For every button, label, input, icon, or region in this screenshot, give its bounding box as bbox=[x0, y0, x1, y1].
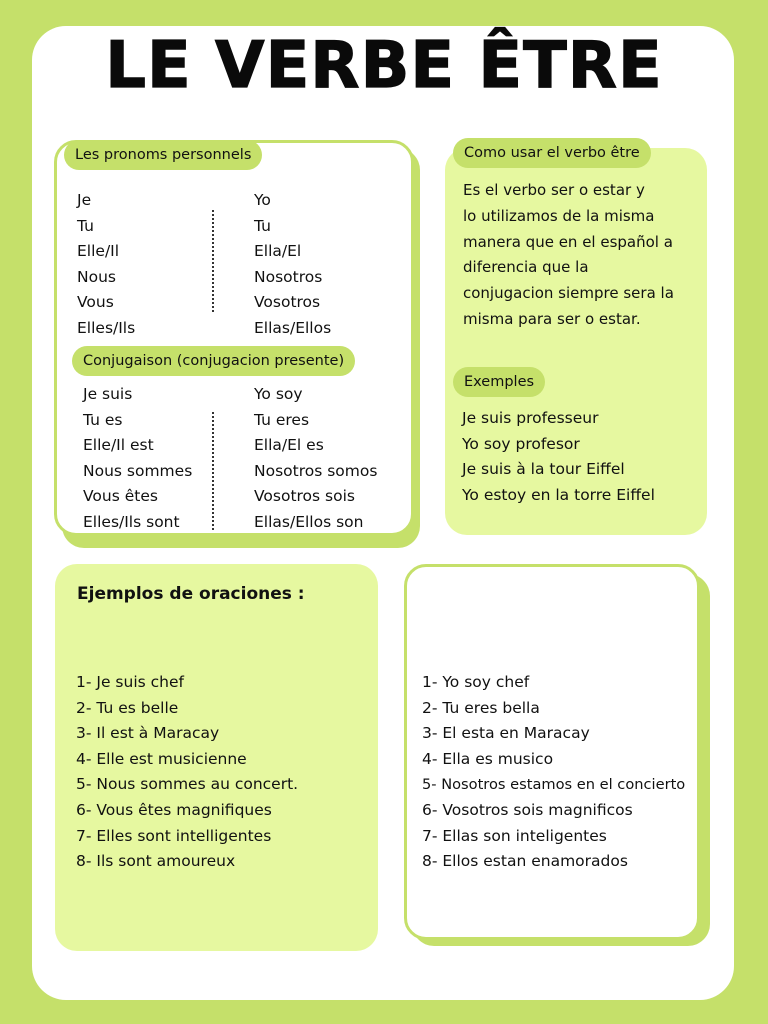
conjugation-french: Elles/Ils sont bbox=[83, 512, 180, 531]
sentence-spanish: 3- El esta en Maracay bbox=[422, 724, 590, 743]
conjugation-french: Je suis bbox=[83, 385, 133, 403]
sentence-french: 8- Ils sont amoureux bbox=[76, 852, 236, 871]
sentence-french: 2- Tu es belle bbox=[76, 698, 179, 717]
pronoun-french: Elles/Ils bbox=[77, 318, 136, 337]
usage-line: Es el verbo ser o estar y bbox=[463, 181, 645, 199]
sentence-spanish: 8- Ellos estan enamorados bbox=[422, 852, 628, 871]
pronouns-french-list bbox=[77, 188, 135, 342]
pronoun-spanish: Ellas/Ellos bbox=[254, 318, 332, 337]
conjugation-label: Conjugaison (conjugacion presente) bbox=[72, 346, 355, 376]
sentence-french: 5- Nous sommes au concert. bbox=[76, 775, 299, 794]
sentence-french: 4- Elle est musicienne bbox=[76, 749, 247, 768]
example-line: Je suis à la tour Eiffel bbox=[462, 460, 625, 479]
pronoun-french: Vous bbox=[77, 293, 114, 312]
sentence-spanish: 2- Tu eres bella bbox=[422, 698, 540, 717]
conjugation-spanish: Ellas/Ellos son bbox=[254, 512, 364, 531]
sentence-french: 1- Je suis chef bbox=[76, 673, 184, 691]
conjugation-spanish: Vosotros sois bbox=[254, 487, 355, 506]
usage-line: lo utilizamos de la misma bbox=[463, 206, 655, 225]
example-line: Yo soy profesor bbox=[462, 434, 580, 453]
examples-label: Exemples bbox=[453, 367, 545, 397]
conjugation-spanish: Yo soy bbox=[254, 385, 303, 403]
pronoun-french: Je bbox=[77, 191, 92, 209]
conjugation-spanish-list bbox=[254, 382, 377, 536]
pronoun-spanish: Yo bbox=[254, 191, 271, 209]
conjugation-spanish: Nosotros somos bbox=[254, 461, 378, 480]
sentence-spanish: 6- Vosotros sois magnificos bbox=[422, 800, 633, 819]
sentence-spanish: 4- Ella es musico bbox=[422, 749, 554, 768]
pronouns-spanish-list bbox=[254, 188, 331, 342]
example-line: Je suis professeur bbox=[462, 409, 599, 427]
conjugation-french: Elle/Il est bbox=[83, 436, 154, 455]
conjugation-french: Nous sommes bbox=[83, 461, 193, 480]
examples-list bbox=[462, 406, 655, 508]
pronoun-french: Tu bbox=[77, 216, 94, 235]
sentence-spanish: 7- Ellas son inteligentes bbox=[422, 826, 607, 845]
sentence-spanish: 5- Nosotros estamos en el concierto bbox=[422, 776, 686, 794]
conjugation-spanish: Tu eres bbox=[254, 410, 310, 429]
sentence-french: 6- Vous êtes magnifiques bbox=[76, 800, 272, 819]
pronoun-spanish: Tu bbox=[254, 216, 271, 235]
conjugation-french: Tu es bbox=[83, 410, 123, 429]
usage-line: diferencia que la bbox=[463, 258, 589, 277]
sentences-spanish-list bbox=[422, 670, 685, 875]
sentence-spanish: 1- Yo soy chef bbox=[422, 673, 530, 691]
usage-line: manera que en el español a bbox=[463, 232, 673, 251]
usage-label: Como usar el verbo être bbox=[453, 138, 651, 168]
pronouns-label: Les pronoms personnels bbox=[64, 140, 262, 170]
sentence-french: 7- Elles sont intelligentes bbox=[76, 826, 272, 845]
usage-text bbox=[463, 178, 674, 333]
sentence-french: 3- Il est à Maracay bbox=[76, 724, 220, 743]
pronoun-french: Elle/Il bbox=[77, 242, 120, 261]
usage-line: misma para ser o estar. bbox=[463, 309, 641, 328]
pronoun-spanish: Ella/El bbox=[254, 242, 302, 261]
usage-line: conjugacion siempre sera la bbox=[463, 284, 674, 303]
pronoun-spanish: Nosotros bbox=[254, 267, 323, 286]
sentences-heading: Ejemplos de oraciones : bbox=[77, 584, 305, 604]
example-line: Yo estoy en la torre Eiffel bbox=[462, 485, 655, 504]
page-title: LE VERBE ÊTRE bbox=[105, 29, 663, 103]
conjugation-french: Vous êtes bbox=[83, 487, 158, 506]
conjugation-spanish: Ella/El es bbox=[254, 436, 324, 455]
pronoun-spanish: Vosotros bbox=[254, 293, 321, 312]
pronouns-divider bbox=[212, 210, 214, 312]
sentences-french-list bbox=[76, 670, 298, 875]
conjugation-divider bbox=[212, 412, 214, 530]
conjugation-french-list bbox=[83, 382, 192, 536]
pronoun-french: Nous bbox=[77, 267, 116, 286]
